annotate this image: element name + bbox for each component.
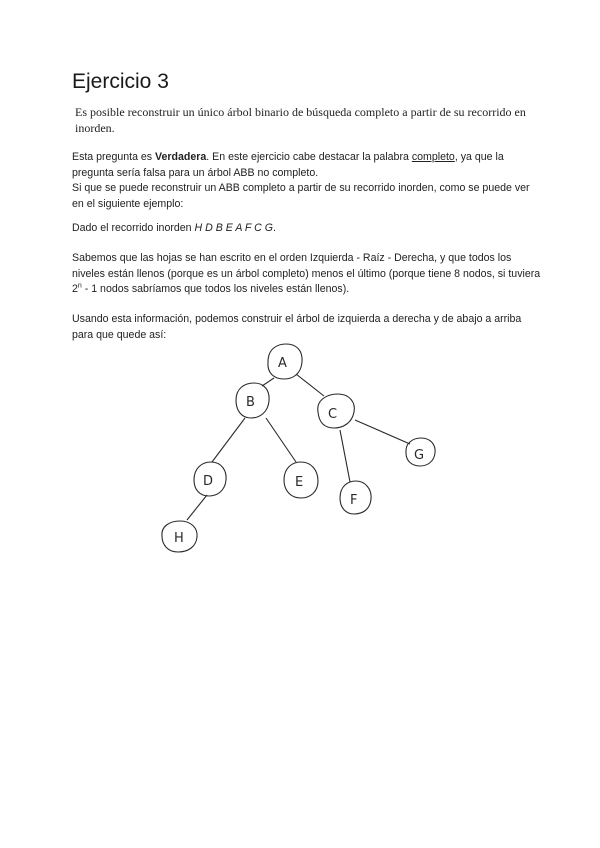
tree-node-e-label: E (295, 475, 304, 490)
tree-node-g (406, 438, 435, 466)
tree-node-b (236, 383, 269, 418)
reasoning-text-pre: Sabemos que las hojas se han escrito en el orden Izquierda - Raíz - Derecha, y que todos los niveles están llenos (porque es un árbol completo) menos el último (porque tiene 8 nodos, si tuviera 2 (72, 252, 541, 295)
inorder-sequence: H D B E A F C G (194, 222, 273, 234)
answer-verdict: Verdadera (155, 151, 207, 163)
inorder-text-post: . (273, 222, 276, 234)
reasoning-text-post: - 1 nodos sabríamos que todos los niveles están llenos). (81, 283, 350, 295)
tree-node-b-label: B (246, 395, 255, 410)
tree-edge-c-f (340, 430, 350, 482)
binary-tree-drawing (150, 340, 450, 560)
answer-text-mid: . En este ejercicio cabe destacar la palabra (206, 151, 412, 163)
construction-paragraph (72, 312, 542, 343)
tree-node-f (340, 481, 371, 514)
answer-text-post: , ya que la pregunta sería falsa para un árbol ABB no completo. (72, 151, 504, 179)
tree-edge-a-c (296, 374, 324, 396)
answer-keyword: completo (411, 151, 455, 163)
tree-node-g-label: G (414, 448, 425, 463)
tree-edge-a-b (262, 378, 274, 386)
exercise-statement: Es posible reconstruir un único árbol binario de búsqueda completo a partir de su recorrido en inorden. (75, 105, 526, 135)
inorder-text-pre: Dado el recorrido inorden (72, 222, 195, 234)
tree-edge-d-h (187, 495, 207, 520)
construction-text: Usando esta información, podemos construir el árbol de izquierda a derecha y de abajo a arriba para que quede así: (72, 313, 522, 341)
reasoning-line (72, 251, 542, 298)
tree-edge-b-e (266, 418, 296, 462)
reasoning-exponent: n (77, 282, 82, 290)
tree-node-e (284, 462, 318, 498)
tree-node-a-label: A (278, 356, 287, 371)
page-title: Ejercicio 3 (72, 70, 169, 93)
answer-text-pre: Esta pregunta es (72, 151, 156, 163)
tree-node-a (268, 344, 302, 379)
answer-line (72, 150, 542, 181)
tree-node-d (194, 462, 226, 496)
answer-paragraph (72, 150, 542, 212)
tree-node-c (318, 394, 355, 428)
tree-node-h-label: H (174, 531, 184, 546)
tree-node-d-label: D (203, 474, 214, 489)
tree-node-c-label: C (328, 407, 338, 422)
inorder-line (72, 221, 542, 237)
inorder-paragraph (72, 221, 542, 237)
tree-edge-b-d (212, 418, 245, 462)
tree-node-f-label: F (350, 493, 358, 508)
tree-edge-c-g (355, 420, 410, 444)
tree-node-h (162, 521, 197, 552)
reasoning-paragraph (72, 251, 542, 298)
answer-explanation: Si que se puede reconstruir un ABB completo a partir de su recorrido inorden, como se puede ver en el siguiente ejemplo: (72, 182, 530, 210)
